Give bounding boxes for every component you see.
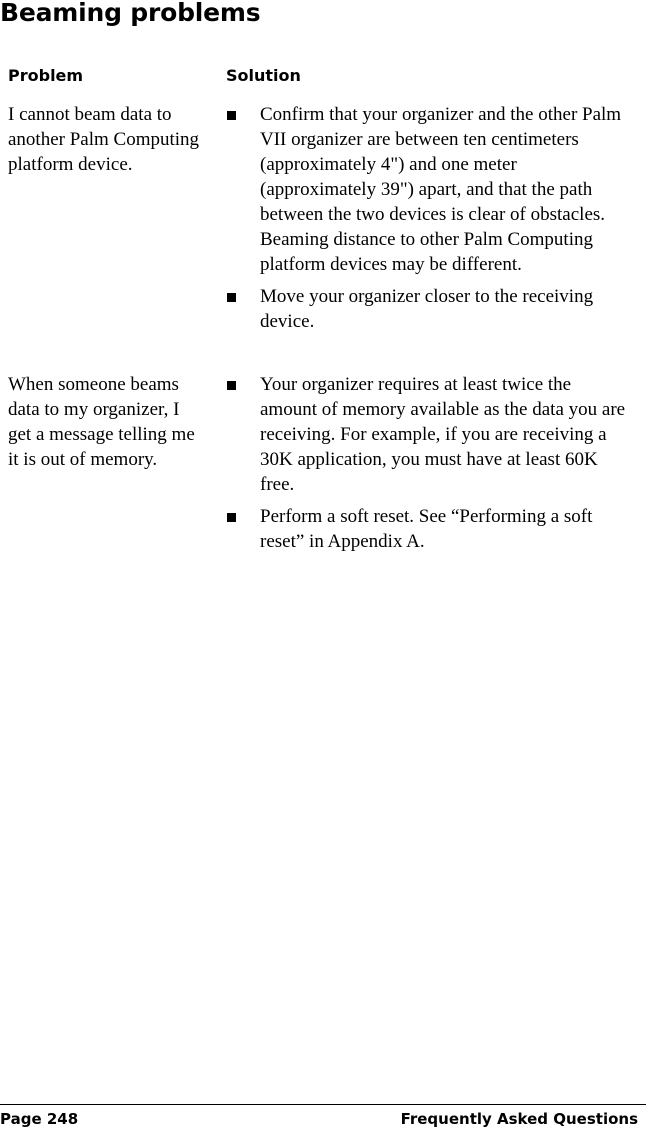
solution-text: Your organizer requires at least twice the amount of memory available as the data you are receiving. For example, if you are receiving a 30K application, you must have at least 60K free.	[260, 374, 626, 495]
solution-item	[226, 372, 626, 497]
solution-text: Perform a soft reset. See “Performing a soft reset” in Appendix A.	[260, 506, 593, 552]
problem-text: I cannot beam data to another Palm Computing platform device.	[8, 104, 200, 175]
section-title: Beaming problems	[0, 0, 261, 27]
footer-divider	[0, 1104, 646, 1105]
solution-text: Confirm that your organizer and the other Palm VII organizer are between ten centimeters (approximately 4") and one meter (approximately 39") apart, and that the path between the two devices is clear of obstacles. Beaming distance to other Palm Computing platform devices may be different.	[260, 104, 622, 275]
square-bullet-icon	[227, 513, 236, 522]
solution-item	[226, 284, 626, 334]
page-number: Page 248	[0, 1110, 79, 1128]
square-bullet-icon	[227, 293, 236, 302]
solution-item	[226, 102, 626, 277]
chapter-title: Frequently Asked Questions	[400, 1110, 638, 1128]
solution-column-header: Solution	[226, 66, 301, 85]
solution-item	[226, 504, 626, 554]
problem-column-header: Problem	[8, 66, 84, 85]
solution-text: Move your organizer closer to the receiving device.	[260, 286, 594, 332]
square-bullet-icon	[227, 111, 236, 120]
solution-list	[226, 102, 626, 341]
square-bullet-icon	[227, 381, 236, 390]
problem-text: When someone beams data to my organizer, I get a message telling me it is out of memory.	[8, 374, 195, 470]
solution-list	[226, 372, 626, 561]
